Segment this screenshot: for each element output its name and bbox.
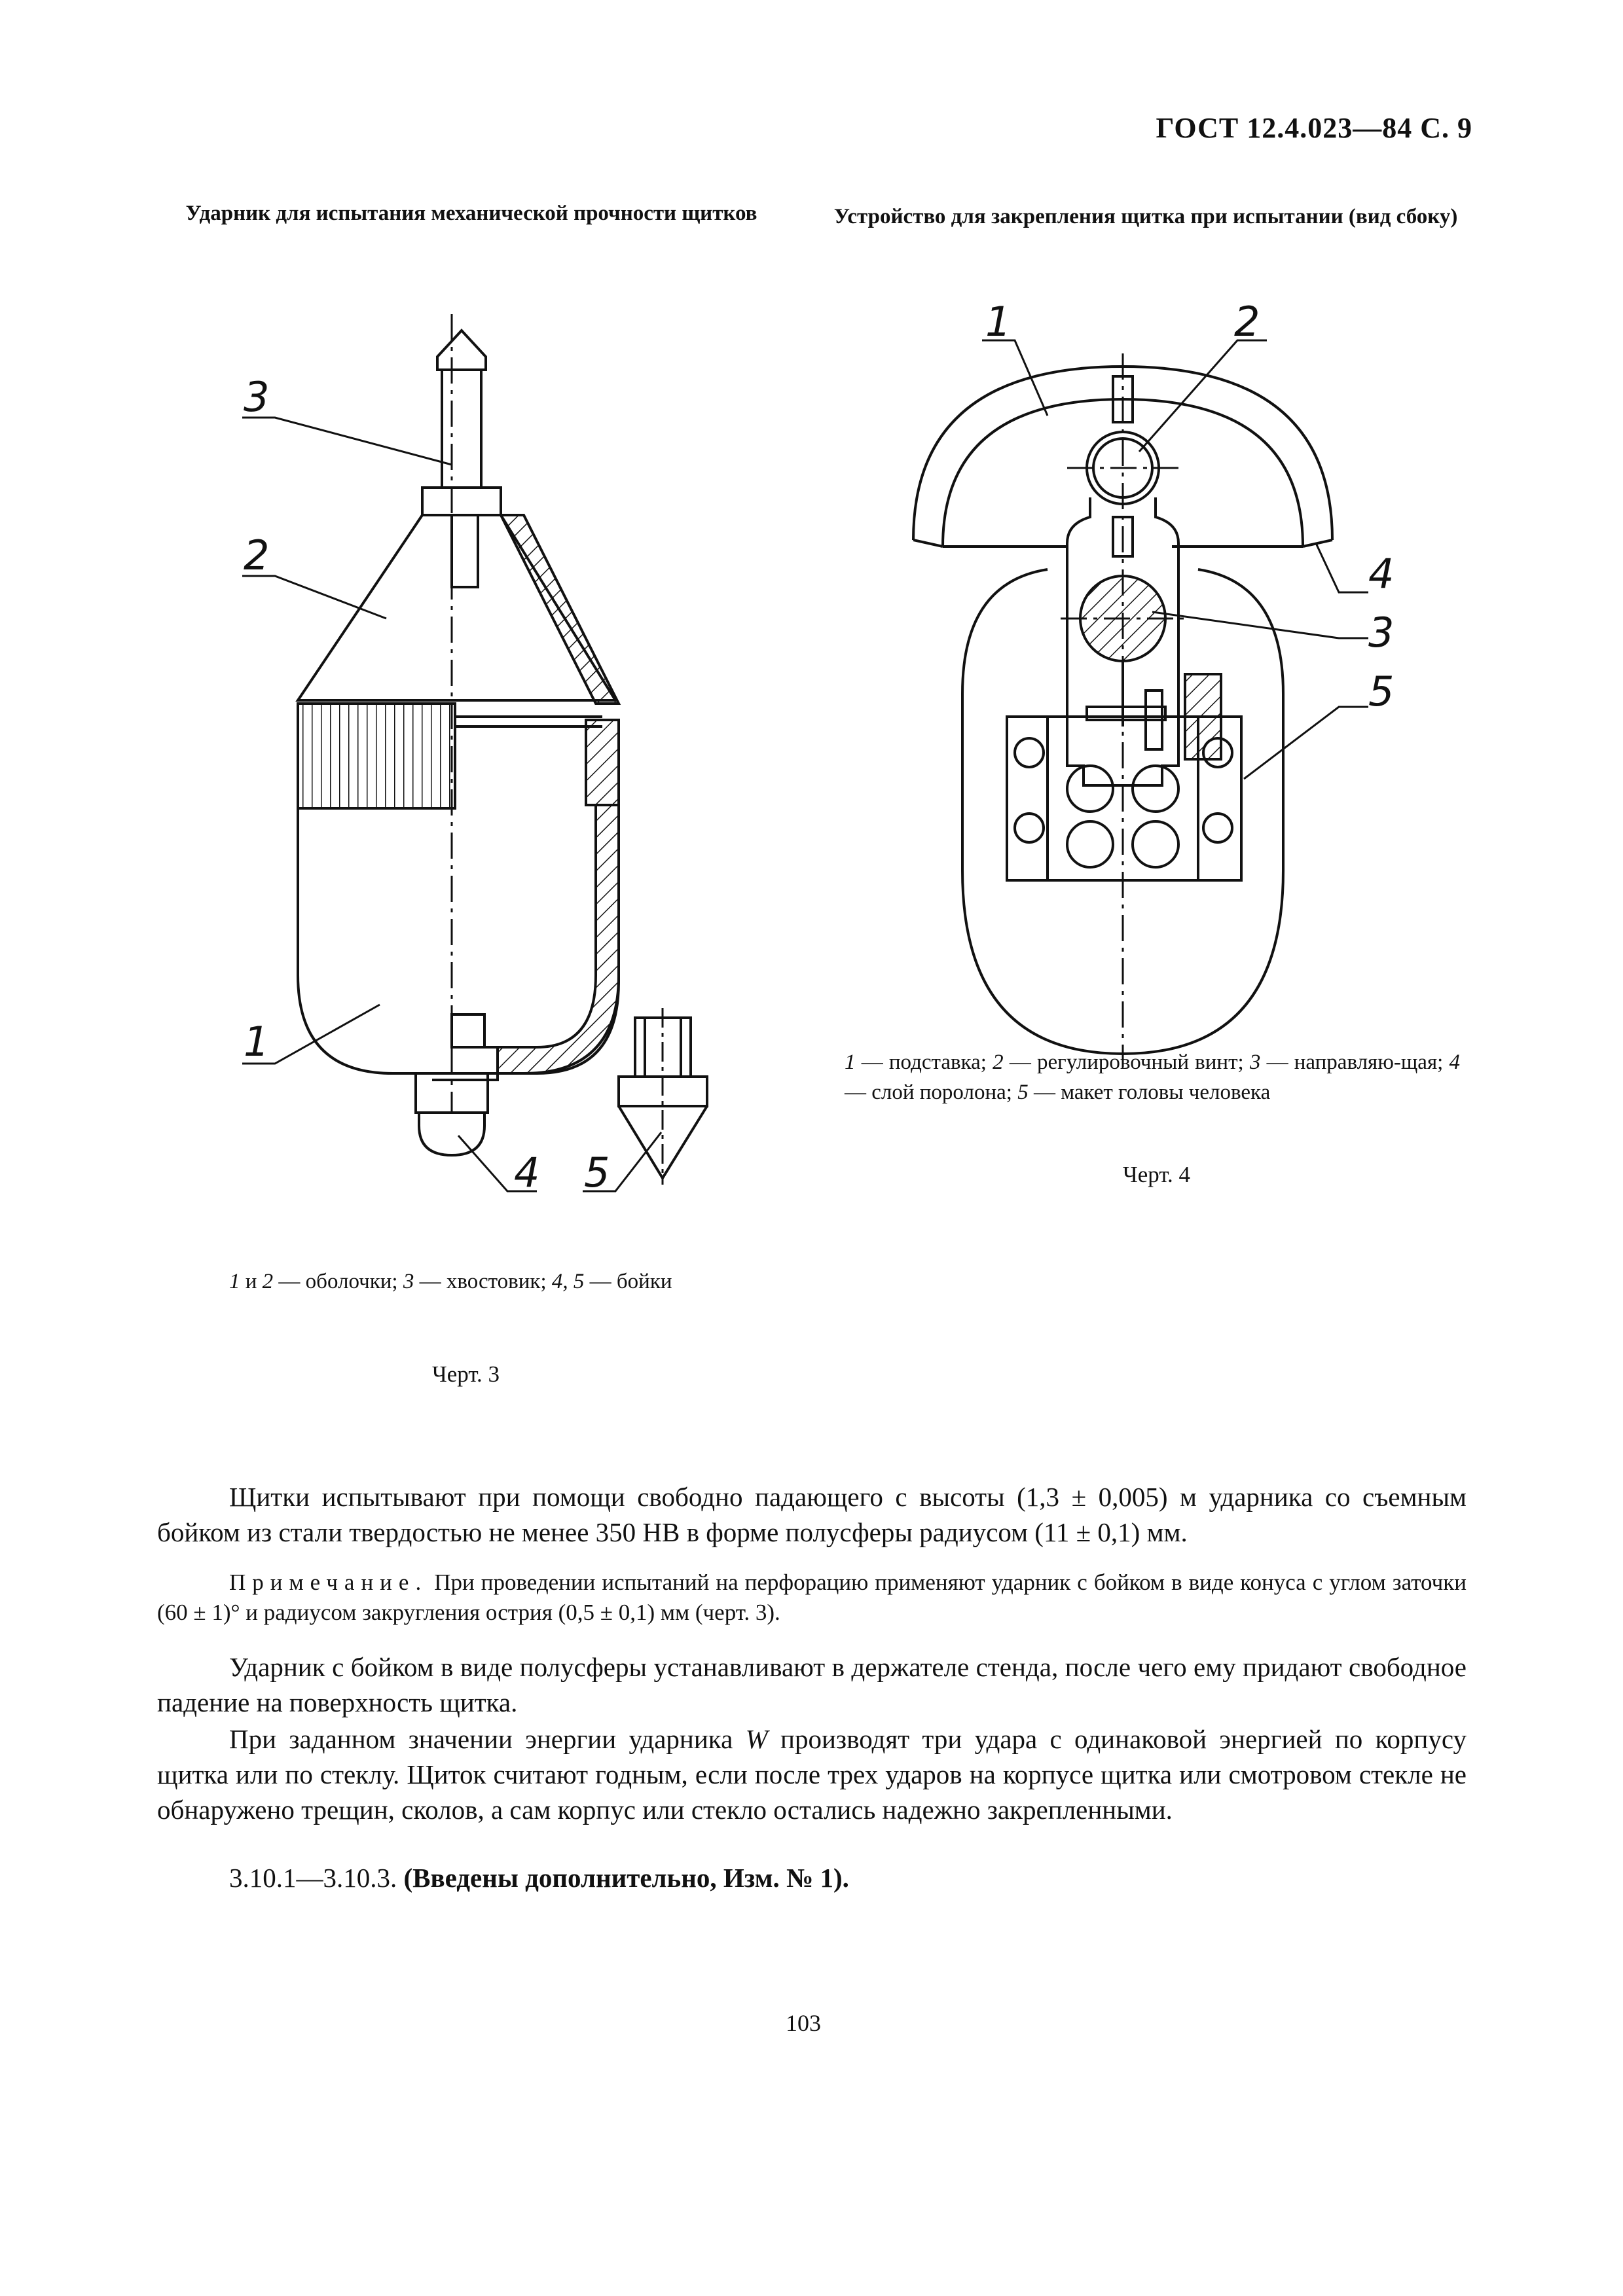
page-number: 103 [786,2010,821,2036]
fig3-label-2: 2 [244,531,270,579]
fig4-label-5: 5 [1368,668,1395,715]
fig4-label-4: 4 [1368,550,1395,598]
fig4-label-3: 3 [1368,609,1395,656]
figure4-title: Устройство для закрепления щитка при испытании (вид сбоку) [833,205,1458,228]
fig3-label-4: 4 [514,1149,540,1196]
figure4-leaders [982,340,1368,779]
paragraph-3: При заданном значении энергии ударника W производят три удара с одинаковой энергией по корпусу щитка или по стеклу. Щиток считают годным, если после трех ударов на корпусе щитка или смотровом стекле не обнаружено трещин, сколов, а сам корпус или стекло остались надежно закрепленными. [157,1724,1467,1825]
fig3-label-1: 1 [244,1018,270,1066]
paragraph-2: Ударник с бойком в виде полусферы устанавливают в держателе стенда, после чего ему придают свободное падение на поверхность щитка. [157,1652,1467,1717]
fig4-label-2: 2 [1234,298,1260,346]
figure4-caption: 1 — подставка; 2 — регулировочный винт; 3 — направляю-щая; 4 — слой поролона; 5 — макет головы человека [845,1050,1460,1104]
fig3-label-3: 3 [244,373,270,421]
paragraph-1: Щитки испытывают при помощи свободно падающего с высоты (1,3 ± 0,005) м ударника со съемным бойком из стали твердостью не менее 350 HB в форме полусферы радиусом (11 ± 0,1) мм. [157,1482,1467,1547]
page-header: ГОСТ 12.4.023—84 С. 9 [1156,112,1472,144]
fig3-label-5: 5 [584,1149,610,1196]
fig4-label-1: 1 [985,298,1012,346]
paragraph-4: 3.10.1—3.10.3. (Введены дополнительно, Изм. № 1). [229,1863,849,1893]
note: Примечание. При проведении испытаний на перфорацию применяют ударник с бойком в виде конуса с углом заточки (60 ± 1)° и радиусом закругления острия (0,5 ± 0,1) мм (черт. 3). [157,1570,1467,1625]
figure3-chart-name: Черт. 3 [432,1361,500,1387]
figure3-title: Ударник для испытания механической прочности щитков [185,202,757,225]
figure3-caption: 1 и 2 — оболочки; 3 — хвостовик; 4, 5 — бойки [229,1270,672,1293]
figure4-chart-name: Черт. 4 [1123,1162,1190,1187]
